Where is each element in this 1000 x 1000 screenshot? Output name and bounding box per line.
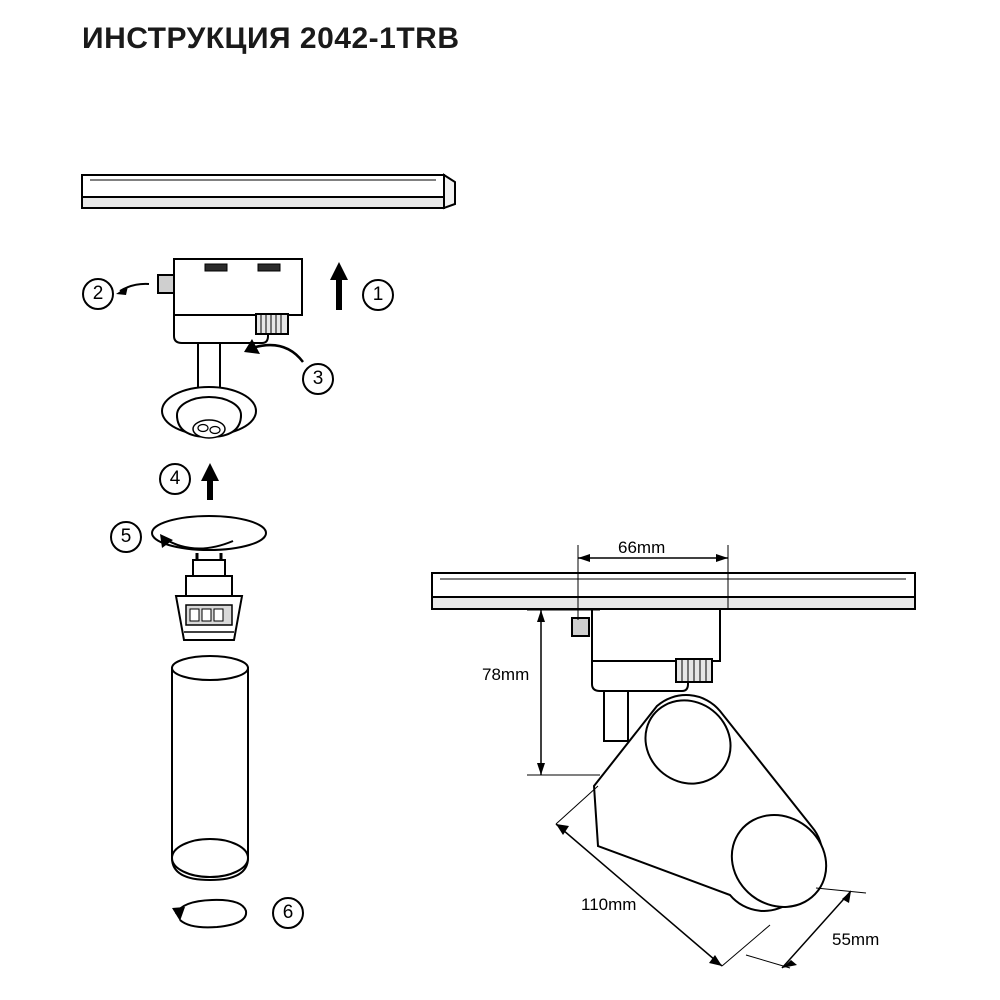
dimension-label-55mm: 55mm: [832, 930, 880, 949]
step-label-1: 1: [372, 284, 384, 305]
step-6-arrow: [172, 900, 246, 927]
locking-screw-right: [676, 659, 712, 682]
locking-screw: [256, 314, 288, 334]
step-label-2: 2: [92, 283, 104, 304]
step-2-arrow: [116, 284, 149, 295]
cylinder-body: [172, 656, 248, 880]
dimension-label-110mm: 110mm: [581, 895, 637, 914]
step-label-5: 5: [120, 526, 132, 547]
track-adapter: [158, 259, 302, 388]
track-rail-left: [82, 175, 455, 208]
track-rail-right: [432, 573, 915, 609]
step-1-arrow: [330, 262, 348, 310]
step-label-4: 4: [169, 468, 181, 489]
dimension-label-78mm: 78mm: [482, 665, 530, 684]
step-label-6: 6: [282, 902, 294, 923]
step-3-arrow: [244, 339, 303, 362]
gasket-ring: [152, 516, 266, 550]
dimension-label-66mm: 66mm: [618, 538, 666, 557]
lamp-holder-cup: [162, 387, 256, 438]
gu10-lamp: [176, 553, 242, 640]
page-title: ИНСТРУКЦИЯ 2042-1TRB: [82, 22, 460, 55]
step-label-3: 3: [312, 368, 324, 389]
step-4-arrow: [201, 463, 219, 500]
